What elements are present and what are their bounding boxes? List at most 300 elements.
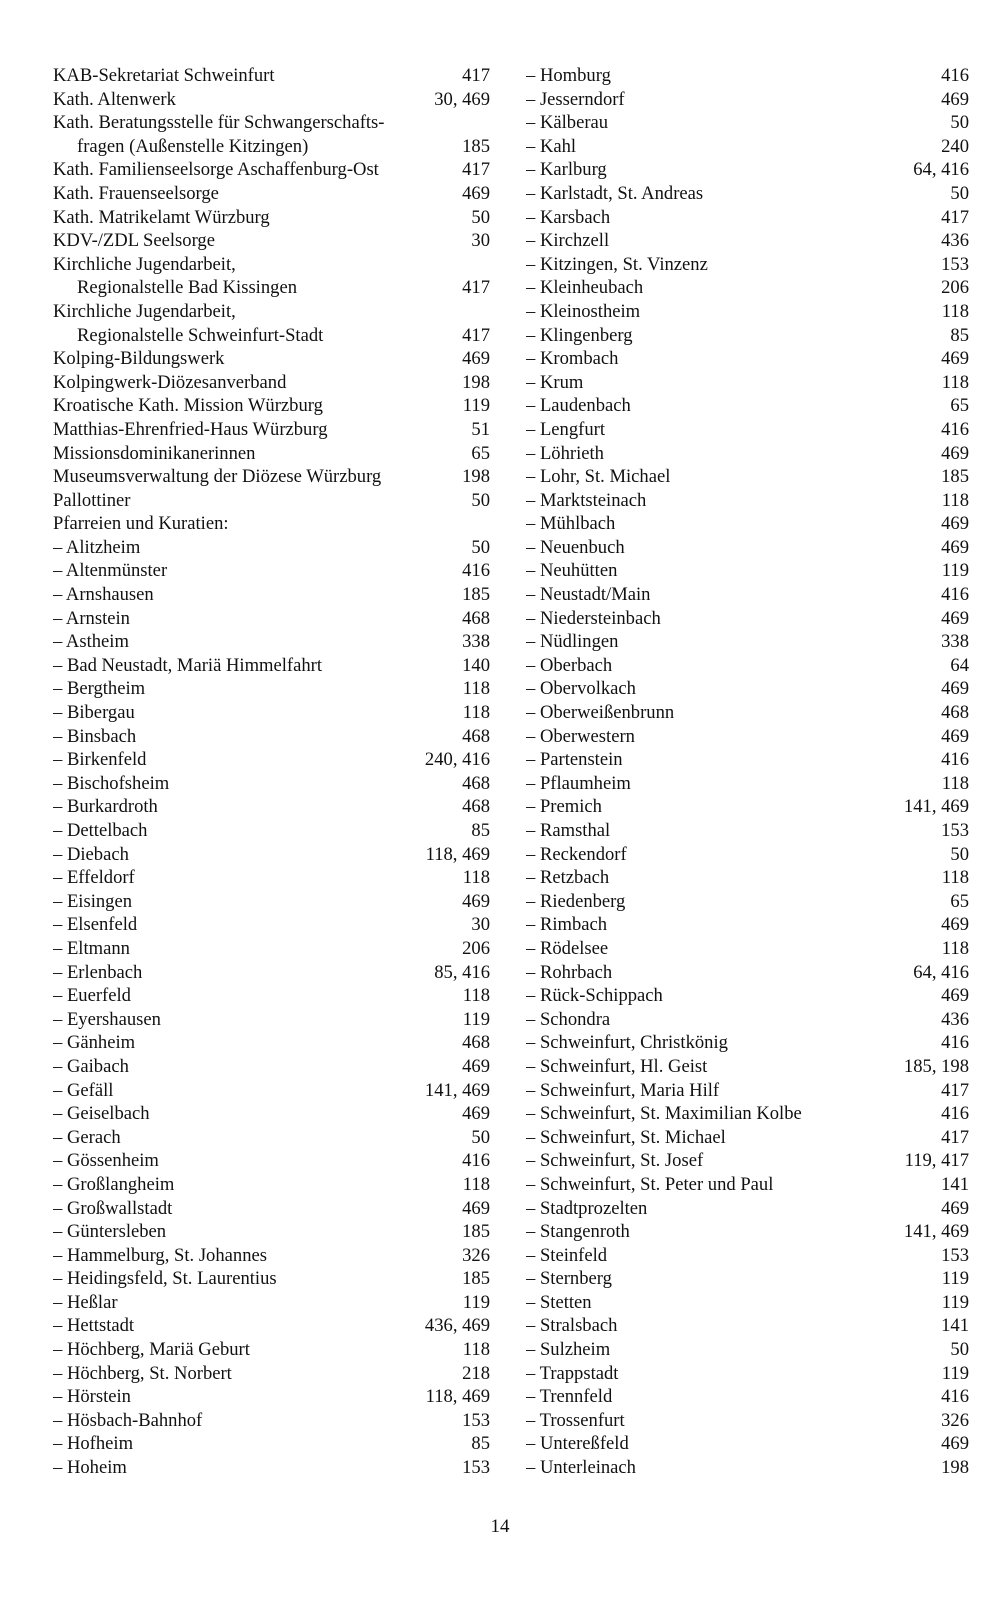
entry-label: Kath. Altenwerk [53, 88, 176, 110]
entry-pages: 416 [941, 1032, 969, 1054]
entry-label: – Kirchzell [526, 230, 610, 252]
entry-label: fragen (Außenstelle Kitzingen) [77, 135, 309, 157]
entry-label: – Oberbach [526, 654, 613, 676]
index-entry [53, 890, 490, 914]
entry-label: – Großlangheim [53, 1173, 175, 1195]
entry-pages: 436 [941, 230, 969, 252]
entry-pages: 118 [462, 985, 490, 1007]
entry-label: – Oberweißenbrunn [526, 702, 675, 724]
entry-label: – Gänheim [53, 1032, 136, 1054]
entry-label: – Mühlbach [526, 513, 616, 535]
entry-pages: 119 [941, 1291, 969, 1313]
entry-label: – Oberwestern [526, 725, 635, 747]
index-entry [526, 111, 969, 135]
entry-pages: 468 [462, 796, 490, 818]
entry-pages: 50 [471, 489, 490, 511]
entry-pages: 141 [941, 1173, 969, 1195]
index-entry [53, 1409, 490, 1433]
index-entry [526, 394, 969, 418]
index-entry [53, 701, 490, 725]
index-entry [526, 276, 969, 300]
index-entry [53, 1197, 490, 1221]
entry-pages: 153 [941, 253, 969, 275]
entry-label: – Heidingsfeld, St. Laurentius [53, 1268, 277, 1290]
entry-label: – Trennfeld [526, 1386, 613, 1408]
index-entry [526, 1314, 969, 1338]
index-entry [53, 913, 490, 937]
index-entry [526, 677, 969, 701]
entry-label: Kirchliche Jugendarbeit, [53, 300, 236, 322]
entry-label: – Neuhütten [526, 560, 618, 582]
entry-label: – Neustadt/Main [526, 584, 651, 606]
entry-pages: 469 [462, 1197, 490, 1219]
entry-label: – Geiselbach [53, 1103, 150, 1125]
index-entry [53, 654, 490, 678]
entry-label: – Schweinfurt, St. Josef [526, 1150, 704, 1172]
index-entry [53, 607, 490, 631]
entry-pages: 141, 469 [903, 1221, 969, 1243]
entry-pages: 119 [941, 1268, 969, 1290]
entry-label: – Trappstadt [526, 1362, 619, 1384]
entry-pages: 153 [941, 1244, 969, 1266]
entry-pages: 50 [471, 206, 490, 228]
entry-label: – Karlburg [526, 159, 607, 181]
entry-label: – Stralsbach [526, 1315, 618, 1337]
entry-pages: 468 [462, 1032, 490, 1054]
entry-label: Kolping-Bildungswerk [53, 348, 225, 370]
entry-label: – Birkenfeld [53, 749, 147, 771]
index-entry [53, 1432, 490, 1456]
entry-label: – Stetten [526, 1291, 592, 1313]
index-entry [526, 748, 969, 772]
index-entry [53, 64, 490, 88]
entry-pages: 198 [462, 466, 490, 488]
index-entry [53, 206, 490, 230]
entry-label: Kolpingwerk-Diözesanverband [53, 371, 287, 393]
entry-pages: 469 [941, 678, 969, 700]
index-entry [53, 559, 490, 583]
index-entry [526, 158, 969, 182]
entry-label: – Dettelbach [53, 820, 148, 841]
entry-label: – Ramsthal [526, 820, 611, 841]
entry-label: – Effeldorf [53, 867, 135, 889]
entry-pages: 218 [462, 1362, 490, 1384]
index-entry [53, 88, 490, 112]
entry-pages: 50 [950, 843, 969, 865]
entry-label: – Homburg [526, 65, 611, 86]
entry-label: – Retzbach [526, 867, 610, 889]
index-entry [53, 583, 490, 607]
entry-label: – Lengfurt [526, 418, 605, 440]
entry-pages: 469 [941, 88, 969, 110]
entry-pages: 119 [941, 1362, 969, 1384]
entry-label: – Bad Neustadt, Mariä Himmelfahrt [53, 654, 323, 676]
entry-label: – Altenmünster [53, 560, 168, 582]
index-entry [526, 324, 969, 348]
index-entry [53, 371, 490, 395]
index-entry [53, 1173, 490, 1197]
entry-pages: 468 [462, 607, 490, 629]
index-entry [53, 1079, 490, 1103]
index-entry [526, 984, 969, 1008]
entry-pages: 119 [462, 1008, 490, 1030]
entry-pages: 153 [462, 1409, 490, 1431]
entry-label: – Schweinfurt, Christkönig [526, 1032, 728, 1054]
entry-pages: 417 [941, 206, 969, 228]
entry-label: – Bischofsheim [53, 772, 170, 794]
index-entry [53, 324, 490, 348]
entry-pages: 417 [462, 277, 490, 299]
entry-label: – Höchberg, St. Norbert [53, 1362, 232, 1384]
entry-label: – Hammelburg, St. Johannes [53, 1244, 267, 1266]
entry-label: Regionalstelle Schweinfurt-Stadt [77, 324, 324, 346]
entry-label: – Neuenbuch [526, 536, 625, 558]
index-entry [53, 1385, 490, 1409]
index-entry [526, 1244, 969, 1268]
entry-pages: 338 [941, 631, 969, 653]
entry-pages: 118 [941, 489, 969, 511]
entry-label: – Schweinfurt, St. Peter und Paul [526, 1173, 774, 1195]
entry-label: – Marktsteinach [526, 489, 647, 511]
index-entry [526, 347, 969, 371]
index-entry [526, 1031, 969, 1055]
entry-label: – Hoheim [53, 1457, 127, 1479]
entry-label: – Krum [526, 371, 584, 393]
index-entry [53, 276, 490, 300]
entry-pages: 416 [941, 584, 969, 606]
index-entry [526, 772, 969, 796]
index-entry [526, 442, 969, 466]
index-entry [53, 465, 490, 489]
entry-pages: 338 [462, 631, 490, 653]
entry-label: Kirchliche Jugendarbeit, [53, 253, 236, 275]
index-entry [526, 135, 969, 159]
entry-label: – Nüdlingen [526, 631, 619, 653]
index-entry [526, 890, 969, 914]
index-entry [53, 725, 490, 749]
index-entry [526, 489, 969, 513]
index-entry [53, 1244, 490, 1268]
index-entry [53, 677, 490, 701]
index-entry [526, 654, 969, 678]
entry-label: – Eisingen [53, 890, 133, 912]
entry-pages: 469 [941, 914, 969, 936]
index-entry [53, 1314, 490, 1338]
index-entry [526, 465, 969, 489]
entry-label: – Elsenfeld [53, 914, 138, 936]
entry-pages: 469 [941, 348, 969, 370]
entry-label: – Astheim [53, 631, 129, 653]
entry-pages: 85, 416 [434, 961, 490, 983]
index-entry [53, 135, 490, 159]
index-entry [526, 1102, 969, 1126]
entry-label: – Laudenbach [526, 395, 631, 417]
index-entry [53, 630, 490, 654]
entry-pages: 198 [941, 1457, 969, 1479]
index-entry [53, 984, 490, 1008]
index-entry [53, 1102, 490, 1126]
entry-pages: 119, 417 [904, 1150, 969, 1172]
index-entry [53, 1267, 490, 1291]
entry-pages: 206 [462, 937, 490, 959]
entry-pages: 198 [462, 371, 490, 393]
entry-label: – Höchberg, Mariä Geburt [53, 1339, 250, 1361]
index-entry [526, 1385, 969, 1409]
index-entry [526, 725, 969, 749]
index-entry [526, 1409, 969, 1433]
entry-pages: 417 [941, 1126, 969, 1148]
entry-label: – Klingenberg [526, 324, 633, 346]
entry-label: – Sulzheim [526, 1339, 611, 1361]
index-entry [53, 843, 490, 867]
index-column-right [526, 64, 969, 1480]
index-entry [526, 206, 969, 230]
entry-label: – Schweinfurt, Maria Hilf [526, 1079, 720, 1101]
entry-pages: 65 [471, 442, 490, 464]
entry-pages: 417 [462, 65, 490, 86]
index-entry [53, 182, 490, 206]
entry-pages: 64 [950, 654, 969, 676]
index-entry [53, 937, 490, 961]
entry-pages: 416 [941, 418, 969, 440]
entry-label: – Stangenroth [526, 1221, 630, 1243]
entry-label: – Karsbach [526, 206, 611, 228]
index-entry [526, 583, 969, 607]
index-entry [53, 1456, 490, 1480]
entry-pages: 436, 469 [424, 1315, 490, 1337]
index-entry [526, 1173, 969, 1197]
entry-label: – Karlstadt, St. Andreas [526, 182, 704, 204]
entry-label: – Löhrieth [526, 442, 604, 464]
entry-pages: 469 [462, 182, 490, 204]
index-entry [53, 1031, 490, 1055]
entry-label: – Gössenheim [53, 1150, 159, 1172]
entry-pages: 141, 469 [903, 796, 969, 818]
entry-pages: 30 [471, 914, 490, 936]
entry-pages: 468 [941, 702, 969, 724]
index-entry [53, 489, 490, 513]
index-entry [526, 88, 969, 112]
entry-pages: 50 [950, 112, 969, 134]
entry-label: – Premich [526, 796, 602, 818]
entry-pages: 85 [471, 1433, 490, 1455]
entry-pages: 417 [462, 324, 490, 346]
entry-pages: 118 [462, 1173, 490, 1195]
entry-label: – Kleinostheim [526, 300, 641, 322]
index-entry [526, 536, 969, 560]
entry-pages: 469 [462, 348, 490, 370]
entry-pages: 185 [462, 135, 490, 157]
entry-pages: 118 [941, 371, 969, 393]
entry-pages: 118 [462, 678, 490, 700]
entry-pages: 153 [462, 1457, 490, 1479]
entry-label: – Lohr, St. Michael [526, 466, 671, 488]
entry-label: – Hettstadt [53, 1315, 135, 1337]
index-entry [53, 512, 490, 536]
entry-label: – Rödelsee [526, 937, 609, 959]
entry-pages: 206 [941, 277, 969, 299]
entry-label: – Großwallstadt [53, 1197, 173, 1219]
entry-pages: 118 [941, 867, 969, 889]
entry-pages: 64, 416 [913, 961, 969, 983]
entry-pages: 417 [941, 1079, 969, 1101]
entry-pages: 119 [462, 395, 490, 417]
entry-label: – Diebach [53, 843, 129, 865]
entry-label: Missionsdominikanerinnen [53, 442, 256, 464]
entry-label: – Hösbach-Bahnhof [53, 1409, 203, 1431]
entry-label: – Riedenberg [526, 890, 626, 912]
entry-pages: 65 [950, 890, 969, 912]
entry-label: – Pflaumheim [526, 772, 631, 794]
entry-pages: 185 [462, 1268, 490, 1290]
entry-label: – Bergtheim [53, 678, 146, 700]
index-entry [53, 1055, 490, 1079]
entry-pages: 469 [941, 607, 969, 629]
entry-pages: 469 [941, 725, 969, 747]
entry-label: – Schweinfurt, St. Michael [526, 1126, 726, 1148]
index-entry [526, 371, 969, 395]
entry-pages: 185 [462, 1221, 490, 1243]
index-entry [526, 866, 969, 890]
index-entry [53, 1362, 490, 1386]
index-entry [526, 1197, 969, 1221]
entry-pages: 469 [941, 985, 969, 1007]
entry-label: – Güntersleben [53, 1221, 167, 1243]
index-entry [526, 961, 969, 985]
index-entry [53, 111, 490, 135]
index-entry [53, 866, 490, 890]
entry-label: – Niedersteinbach [526, 607, 661, 629]
entry-pages: 436 [941, 1008, 969, 1030]
entry-label: – Untereßfeld [526, 1433, 629, 1455]
entry-pages: 50 [471, 1126, 490, 1148]
index-entry [526, 559, 969, 583]
entry-pages: 185 [941, 466, 969, 488]
index-entry [526, 1362, 969, 1386]
index-entry [53, 1126, 490, 1150]
entry-pages: 469 [941, 442, 969, 464]
entry-label: – Binsbach [53, 725, 137, 747]
entry-pages: 118 [941, 772, 969, 794]
entry-label: Kath. Matrikelamt Würzburg [53, 206, 270, 228]
index-entry [53, 1149, 490, 1173]
index-entry [53, 961, 490, 985]
index-entry [53, 1291, 490, 1315]
index-entry [526, 607, 969, 631]
index-column-left [53, 64, 490, 1480]
entry-pages: 469 [941, 1197, 969, 1219]
entry-pages: 469 [462, 1055, 490, 1077]
index-entry [526, 1432, 969, 1456]
index-entry [53, 795, 490, 819]
entry-label: KAB-Sekretariat Schweinfurt [53, 65, 275, 86]
entry-label: Kroatische Kath. Mission Würzburg [53, 395, 323, 417]
index-entry [526, 1126, 969, 1150]
index-entry [526, 64, 969, 88]
index-entry [53, 394, 490, 418]
entry-pages: 240 [941, 135, 969, 157]
index-entry [526, 1079, 969, 1103]
entry-label: Pfarreien und Kuratien: [53, 513, 229, 535]
index-entry [526, 512, 969, 536]
entry-label: KDV-/ZDL Seelsorge [53, 230, 215, 252]
index-entry [53, 819, 490, 843]
index-entry [53, 772, 490, 796]
entry-pages: 118 [462, 702, 490, 724]
entry-label: – Gaibach [53, 1055, 129, 1077]
index-entry [526, 1338, 969, 1362]
entry-pages: 416 [941, 1103, 969, 1125]
entry-label: – Gerach [53, 1126, 121, 1148]
entry-pages: 469 [462, 1103, 490, 1125]
entry-pages: 85 [471, 820, 490, 841]
index-entry [526, 819, 969, 843]
index-entry [53, 418, 490, 442]
entry-label: – Partenstein [526, 749, 623, 771]
index-entry [526, 795, 969, 819]
entry-pages: 50 [950, 182, 969, 204]
entry-pages: 140 [462, 654, 490, 676]
entry-pages: 50 [950, 1339, 969, 1361]
entry-label: – Kahl [526, 135, 577, 157]
entry-label: – Stadtprozelten [526, 1197, 648, 1219]
entry-pages: 326 [941, 1409, 969, 1431]
entry-label: – Alitzheim [53, 536, 141, 558]
entry-label: – Heßlar [53, 1291, 118, 1313]
entry-pages: 64, 416 [913, 159, 969, 181]
entry-pages: 185 [462, 584, 490, 606]
entry-pages: 416 [462, 560, 490, 582]
index-entry [526, 418, 969, 442]
index-entry [53, 536, 490, 560]
entry-label: Pallottiner [53, 489, 131, 511]
entry-label: – Krombach [526, 348, 619, 370]
index-entry [526, 630, 969, 654]
entry-label: – Kleinheubach [526, 277, 644, 299]
entry-label: – Eyershausen [53, 1008, 161, 1030]
index-entry [526, 1008, 969, 1032]
entry-pages: 118 [462, 1339, 490, 1361]
entry-pages: 416 [941, 65, 969, 86]
entry-label: Kath. Beratungsstelle für Schwangerschafts- [53, 112, 385, 134]
entry-pages: 153 [941, 820, 969, 841]
entry-label: – Bibergau [53, 702, 135, 724]
entry-label: Regionalstelle Bad Kissingen [77, 277, 297, 299]
entry-pages: 118 [941, 300, 969, 322]
entry-label: – Reckendorf [526, 843, 627, 865]
entry-pages: 417 [462, 159, 490, 181]
entry-pages: 30 [471, 230, 490, 252]
entry-label: – Hofheim [53, 1433, 134, 1455]
index-entry [53, 1220, 490, 1244]
entry-label: – Burkardroth [53, 796, 158, 818]
entry-pages: 119 [462, 1291, 490, 1313]
entry-label: Kath. Frauenseelsorge [53, 182, 219, 204]
entry-label: – Schondra [526, 1008, 611, 1030]
entry-pages: 468 [462, 772, 490, 794]
entry-label: – Kälberau [526, 112, 609, 134]
index-entry [526, 1055, 969, 1079]
entry-label: – Unterleinach [526, 1457, 636, 1479]
index-entry [526, 701, 969, 725]
index-entry [53, 347, 490, 371]
entry-pages: 118 [462, 867, 490, 889]
index-entry [53, 748, 490, 772]
index-entry [53, 442, 490, 466]
entry-pages: 468 [462, 725, 490, 747]
index-entry [526, 300, 969, 324]
entry-pages: 469 [941, 536, 969, 558]
